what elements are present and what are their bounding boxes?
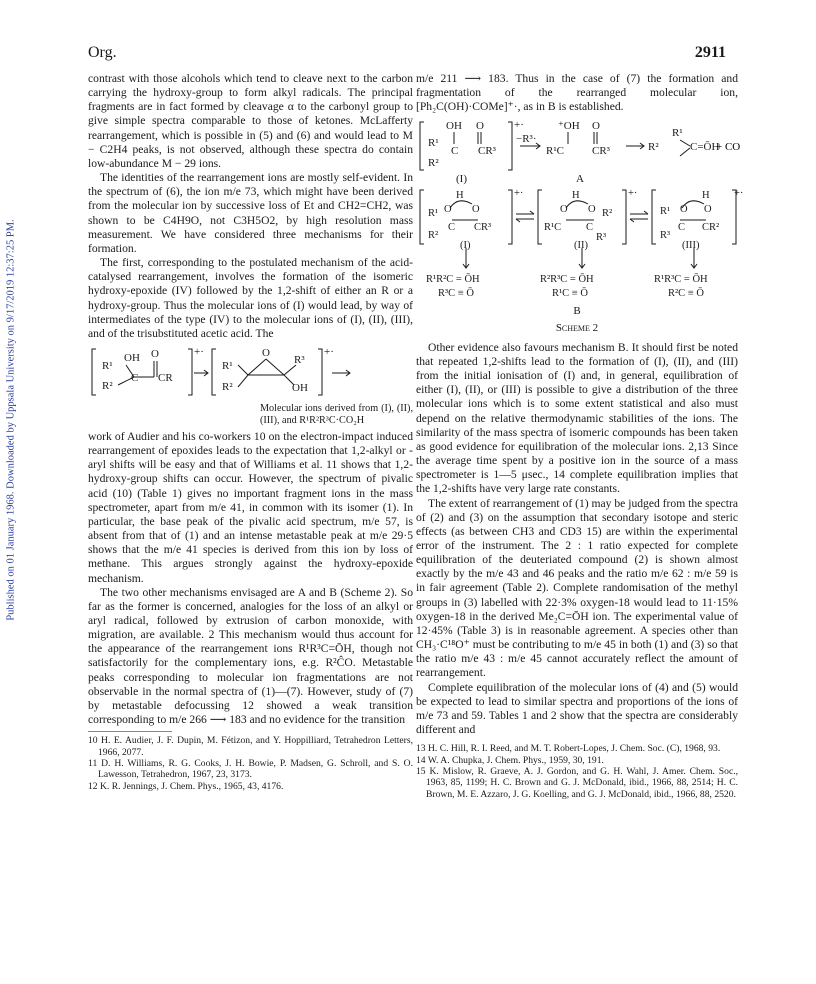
right-column bbox=[416, 72, 744, 800]
footnote-rule bbox=[88, 731, 172, 732]
svg-text:CR³: CR³ bbox=[592, 145, 610, 158]
svg-text:R¹: R¹ bbox=[672, 127, 683, 140]
loss-r3-label: −R³· bbox=[516, 133, 537, 146]
svg-text:R¹: R¹ bbox=[428, 208, 439, 220]
svg-text:O: O bbox=[151, 347, 159, 360]
plus-co-label: + CO bbox=[716, 141, 741, 154]
left-column bbox=[88, 72, 413, 792]
svg-text:R³: R³ bbox=[294, 353, 305, 366]
svg-text:O: O bbox=[472, 204, 480, 216]
scheme-caption: Molecular ions derived from (I), (II), (III), and R¹R²R³C·CO₂H bbox=[260, 402, 413, 426]
svg-text:C: C bbox=[678, 222, 686, 234]
svg-text:+·: +· bbox=[514, 188, 524, 200]
footnote-12: 12 K. R. Jennings, J. Chem. Phys., 1965, 43, 4176. bbox=[88, 780, 284, 792]
page-number: 2911 bbox=[694, 44, 726, 61]
scheme-2-mechanism-a bbox=[416, 116, 741, 186]
scheme-label-B: B bbox=[573, 305, 581, 318]
footnote-11: 11 D. H. Williams, R. G. Cooks, J. H. Bowie, P. Madsen, G. Schroll, and S. O. Lawesson, Tetrahedron, 1967, 23, 3173. bbox=[88, 758, 413, 781]
download-watermark bbox=[4, 140, 18, 700]
svg-text:C: C bbox=[131, 371, 139, 384]
svg-text:C=ŌH: C=ŌH bbox=[690, 141, 720, 154]
svg-text:R¹C: R¹C bbox=[544, 222, 562, 234]
svg-text:R¹: R¹ bbox=[428, 137, 439, 150]
scheme-b-label-II: (II) bbox=[574, 240, 588, 252]
footnote-10: 10 H. E. Audier, J. F. Dupin, M. Fétizon, and Y. Hoppilliard, Tetrahedron Letters, 1966, 2077. bbox=[88, 735, 413, 758]
footnote-13: 13 H. C. Hill, R. I. Reed, and M. T. Robert-Lopes, J. Chem. Soc. (C), 1968, 93. bbox=[416, 743, 721, 755]
svg-text:R²: R² bbox=[222, 380, 233, 393]
svg-text:R³: R³ bbox=[596, 232, 607, 244]
scheme-text-oh: OH bbox=[446, 120, 462, 133]
svg-text:C: C bbox=[451, 145, 459, 158]
svg-text:R²: R² bbox=[648, 141, 659, 154]
svg-text:R¹R³C = ŌH: R¹R³C = ŌH bbox=[654, 274, 708, 286]
left-paragraph-1: contrast with those alcohols which tend to cleave next to the carbon carrying the hydroxy-group to form alkyl radicals. The principal fragments are in fact formed by cleavage α to the carbonyl group to give simple spectra comparable to those of ketones. McLafferty rearrangement, which is possible in (5) and (6) and would lead to M − C2H4 peaks, is not observed, although these spectra do contain low-abundance M − 29 ions. bbox=[88, 72, 413, 170]
epoxide-mechanism-scheme bbox=[88, 343, 413, 401]
svg-text:R¹C: R¹C bbox=[546, 145, 564, 158]
right-paragraph-3: The extent of rearrangement of (1) may be judged from the spectra of (2) and (3) on the assumption that secondary isotope and steric effects (as between CH3 and CD3 15) are within the experimental error of the instrument. The 2 : 1 ratio expected for complete equilibration of the deuteriated compound (2) is shown almost exactly by the m/e 43 and 46 peaks and the ratio m/e 62 : m/e 59 is in fair agreement (Table 2). Complete randomisation of the methyl groups in (3) labelled with 22·3% oxygen-18 would lead to 11·15% oxygen-18 in the derived Me₂C=ŌH ion. The experimental value of 12·45% (Table 3) is in reasonable agreement. A species other than CH₃·C¹⁸O⁺ must be contributing to m/e 45 in both (1) and (3) so that the ratio m/e 43 : m/e 45 cannot accurately reflect the amount of rearrangement. bbox=[416, 496, 738, 680]
svg-text:O: O bbox=[560, 204, 568, 216]
svg-text:R¹: R¹ bbox=[222, 359, 233, 372]
svg-text:CR: CR bbox=[158, 371, 173, 384]
right-footnotes bbox=[416, 743, 738, 800]
svg-text:H: H bbox=[572, 190, 580, 202]
svg-text:O: O bbox=[588, 204, 596, 216]
svg-text:O: O bbox=[704, 204, 712, 216]
svg-text:H: H bbox=[456, 190, 464, 202]
svg-text:+·: +· bbox=[194, 345, 204, 358]
svg-text:R²R³C = ŌH: R²R³C = ŌH bbox=[540, 274, 594, 286]
svg-text:R¹: R¹ bbox=[660, 206, 671, 218]
svg-text:R²: R² bbox=[428, 157, 439, 170]
svg-text:C: C bbox=[586, 222, 594, 234]
right-paragraph-1: m/e 211 ⟶ 183. Thus in the case of (7) the formation and fragmentation of the rearranged molecular ion, [Ph₂C(OH)·COMe]⁺·, as in B is established. bbox=[416, 72, 738, 114]
left-paragraph-3: The first, corresponding to the postulated mechanism of the acid-catalysed rearrangement, involves the formation of the isomeric hydroxy-epoxide (IV) followed by the 1,2-shift of either an R or a hydroxy-group. Thus the molecular ions of (I) would lead, by way of intermediates of the type (IV) to the molecular ions of (I), (II), (III), and of the trisubstituted acetic acid. The bbox=[88, 256, 413, 340]
svg-text:H: H bbox=[702, 190, 710, 202]
svg-text:R³C ≡ Ō: R³C ≡ Ō bbox=[438, 288, 474, 300]
svg-text:OH: OH bbox=[292, 381, 308, 394]
svg-text:⁺OH: ⁺OH bbox=[558, 120, 580, 133]
svg-text:CR³: CR³ bbox=[474, 222, 492, 234]
svg-text:+·: +· bbox=[514, 119, 524, 132]
svg-text:R¹R²C = ŌH: R¹R²C = ŌH bbox=[426, 274, 480, 286]
svg-text:R¹: R¹ bbox=[102, 359, 113, 372]
svg-text:OH: OH bbox=[124, 351, 140, 364]
svg-text:O: O bbox=[262, 346, 270, 359]
right-paragraph-4: Complete equilibration of the molecular ions of (4) and (5) would be expected to lead to similar spectra and proportions of the ions of m/e 73 and 59. Tables 1 and 2 show that the spectra are considerably different and bbox=[416, 680, 738, 736]
svg-text:C: C bbox=[448, 222, 456, 234]
svg-text:O: O bbox=[680, 204, 688, 216]
svg-text:+·: +· bbox=[734, 188, 744, 200]
footnote-14: 14 W. A. Chupka, J. Chem. Phys., 1959, 30, 191. bbox=[416, 754, 604, 766]
right-paragraph-2: Other evidence also favours mechanism B. It should first be noted that repeated 1,2-shifts lead to the formation of (I), (II), and (III) from the initial ionisation of (I) and, in general, equilibration of either (I), (II), or (III) is possible to give a distribution of the three molecular ions which is to some extent statistical and also must depend on the relative thermodynamic stabilities of the ions. The similarity of the mass spectra of isomeric compounds has been taken as good evidence for equilibration of the molecular ions. 2,13 Since the average time spent by a positive ion in the source of a mass spectrometer is 1—5 μsec., 14 complete equilibration implies that the 1,2-shifts have very large rate constants. bbox=[416, 340, 738, 496]
svg-text:R²: R² bbox=[428, 230, 439, 242]
svg-text:R³: R³ bbox=[660, 230, 671, 242]
svg-text:O: O bbox=[444, 204, 452, 216]
scheme-b-label-I: (I) bbox=[460, 240, 471, 252]
journal-name: Org. bbox=[88, 44, 117, 61]
scheme-2-mechanism-b bbox=[416, 186, 744, 304]
scheme-label-A: A bbox=[576, 173, 584, 186]
left-paragraph-5: The two other mechanisms envisaged are A and B (Scheme 2). So far as the former is concerned, analogies for the loss of an alkyl or aryl radical, followed by extrusion of carbon monoxide, with migration, are available. 2 This mechanism would thus account for the appearance of the rearrangement ions R¹R³C=ŌH, though not satisfactorily for the complementary ions, e.g. R²ĈO. Metastable peaks corresponding to molecular ion fragmentations are not observable in the normal spectra of (1)—(7). However, study of (7) by metastable defocussing 12 showed a weak transition corresponding to m/e 266 ⟶ 183 and no evidence for the transition bbox=[88, 585, 413, 727]
svg-text:R²: R² bbox=[102, 379, 113, 392]
scheme-2-title: Scheme 2 bbox=[555, 321, 599, 334]
scheme-b-label-III: (III) bbox=[682, 240, 700, 252]
svg-text:CR²: CR² bbox=[702, 222, 720, 234]
svg-text:R²C ≡ Ō: R²C ≡ Ō bbox=[668, 288, 704, 300]
svg-text:CR³: CR³ bbox=[478, 145, 496, 158]
left-paragraph-2: The identities of the rearrangement ions are mostly self-evident. In the spectrum of (6), the ion m/e 73, which might have been derived from the molecular ion by successive loss of Et and CH2=CH2, was shown to be C4H9O, not C3H5O2, by high resolution mass measurement. We have considered three mechanisms for their formation. bbox=[88, 171, 413, 255]
left-paragraph-4: work of Audier and his co-workers 10 on the electron-impact induced rearrangement of epoxides leads to the expectation that 1,2-alkyl or -aryl shifts will be easy and that of Williams et al. 11 shows that 1,2-hydroxy-group shifts can occur. However, the spectrum of pivalic acid (10) (Table 1) gives no important fragment ions in the mass spectrometer, apart from m/e 41, in common with its isomer (1). In particular, the base peak of the pivalic acid spectrum, m/e 57, is absent from that of (1) and an intense metastable peak at m/e 29·5 shows that the m/e 41 species is derived from this ion by loss of methane. This argues strongly against the hydroxy-epoxide mechanism. bbox=[88, 429, 413, 585]
left-footnotes bbox=[88, 735, 413, 792]
svg-text:O: O bbox=[476, 120, 484, 133]
scheme-label-I: (I) bbox=[456, 173, 467, 186]
svg-text:+·: +· bbox=[628, 188, 638, 200]
download-watermark-text: Published on 01 January 1968. Downloaded by Uppsala University on 9/17/2019 12:37:25 PM. bbox=[5, 219, 17, 621]
svg-text:+·: +· bbox=[324, 345, 334, 358]
svg-text:R¹C ≡ Ō: R¹C ≡ Ō bbox=[552, 288, 588, 300]
svg-text:O: O bbox=[592, 120, 600, 133]
footnote-15: 15 K. Mislow, R. Graeve, A. J. Gordon, and G. H. Wahl, J. Amer. Chem. Soc., 1963, 85, 1199; H. C. Brown and G. J. McDonald, ibid., 1966, 88, 2514; H. C. Brown, M. E. Azzaro, J. G. Koelling, and G. J. McDonald, ibid., 1966, 88, 2520. bbox=[416, 765, 738, 800]
svg-text:R²: R² bbox=[602, 208, 613, 220]
